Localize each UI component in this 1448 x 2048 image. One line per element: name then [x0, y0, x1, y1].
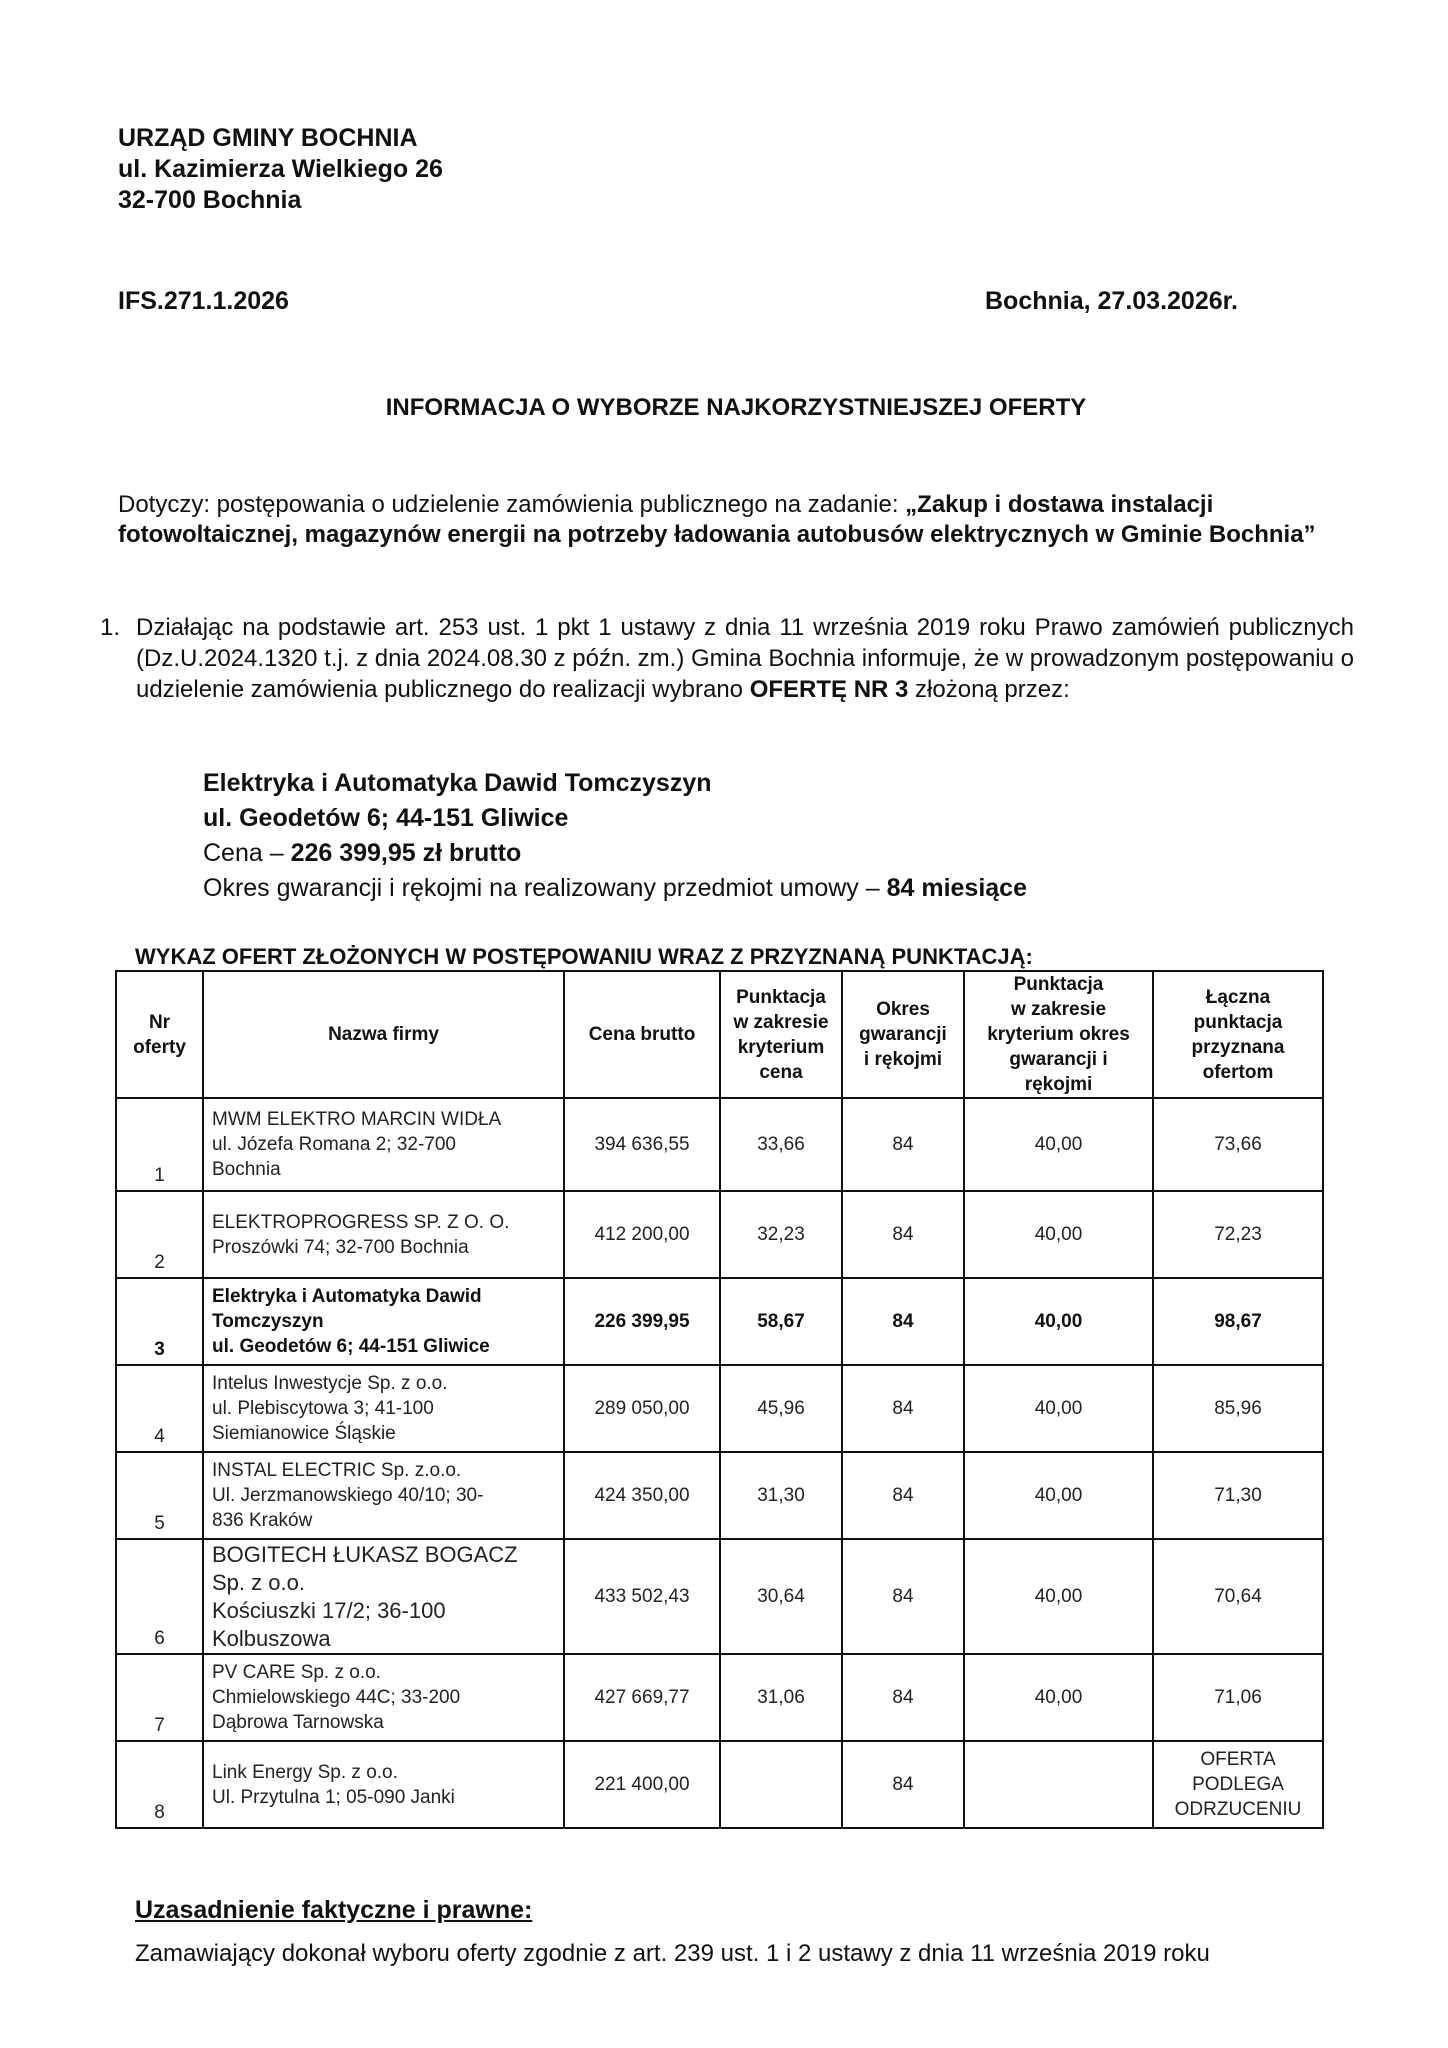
- warranty-value: 84 miesiące: [886, 874, 1027, 902]
- table-caption: WYKAZ OFERT ZŁOŻONYCH W POSTĘPOWANIU WRAZ Z PRZYZNANĄ PUNKTACJĄ:: [135, 944, 1033, 969]
- cell-price-points: 58,67: [720, 1278, 842, 1365]
- winner-warranty-line: [203, 871, 1027, 906]
- cell-price: 221 400,00: [564, 1741, 720, 1828]
- cell-nr: 3: [116, 1278, 203, 1365]
- cell-total: 98,67: [1153, 1278, 1323, 1365]
- point-offer: OFERTĘ NR 3: [749, 676, 909, 703]
- table-row: [116, 1539, 1323, 1654]
- subject-prefix: Dotyczy: postępowania o udzielenie zamówienia publicznego na zadanie:: [118, 491, 906, 518]
- cell-warranty-points: 40,00: [964, 1191, 1153, 1278]
- warranty-label: Okres gwarancji i rękojmi na realizowany przedmiot umowy –: [203, 874, 887, 902]
- subject-paragraph: [118, 490, 1353, 550]
- cell-warranty-points: 40,00: [964, 1365, 1153, 1452]
- cell-price: 427 669,77: [564, 1654, 720, 1741]
- cell-nr: 1: [116, 1098, 203, 1191]
- cell-warranty: 84: [842, 1278, 964, 1365]
- cell-total: 70,64: [1153, 1539, 1323, 1654]
- cell-price: 226 399,95: [564, 1278, 720, 1365]
- winner-address: ul. Geodetów 6; 44-151 Gliwice: [203, 804, 569, 832]
- cell-price-points: 33,66: [720, 1098, 842, 1191]
- cell-price-points: 31,30: [720, 1452, 842, 1539]
- cell-nr: 8: [116, 1741, 203, 1828]
- cell-total: 71,30: [1153, 1452, 1323, 1539]
- cell-warranty: 84: [842, 1365, 964, 1452]
- justification-heading: Uzasadnienie faktyczne i prawne:: [135, 1896, 533, 1924]
- point-text: Działając na podstawie art. 253 ust. 1 pkt 1 ustawy z dnia 11 września 2019 roku Prawo zamówień publicznych (Dz.U.2024.1320 t.j. z dnia 2024.08.30 z późn. zm.) Gmina Bochnia informuje, że w prowadzonym postępowaniu o udzielenie zamówienia publicznego do realizacji wybrano: [136, 614, 1354, 703]
- col-header-name: Nazwa firmy: [203, 971, 564, 1098]
- document-title: INFORMACJA O WYBORZE NAJKORZYSTNIEJSZEJ OFERTY: [385, 394, 1087, 421]
- cell-price: 412 200,00: [564, 1191, 720, 1278]
- cell-warranty-points: 40,00: [964, 1098, 1153, 1191]
- cell-total: 85,96: [1153, 1365, 1323, 1452]
- cell-total-rejected: [1153, 1741, 1323, 1828]
- cell-warranty: 84: [842, 1741, 964, 1828]
- cell-nr: 4: [116, 1365, 203, 1452]
- table-row: [116, 1191, 1323, 1278]
- cell-price: 433 502,43: [564, 1539, 720, 1654]
- winner-price-line: [203, 836, 1027, 871]
- cell-warranty: 84: [842, 1539, 964, 1654]
- cell-total: 73,66: [1153, 1098, 1323, 1191]
- point-number: 1.: [100, 614, 121, 641]
- col-header-total: Łączna punktacja przyznana ofertom: [1153, 971, 1323, 1098]
- cell-warranty: 84: [842, 1098, 964, 1191]
- cell-nr: 2: [116, 1191, 203, 1278]
- table-row-winner: [116, 1278, 1323, 1365]
- cell-price: 394 636,55: [564, 1098, 720, 1191]
- cell-total: 71,06: [1153, 1654, 1323, 1741]
- table-row: [116, 1098, 1323, 1191]
- table-row: [116, 1365, 1323, 1452]
- sender-street: ul. Kazimierza Wielkiego 26: [118, 155, 443, 183]
- winner-company: Elektryka i Automatyka Dawid Tomczyszyn: [203, 769, 712, 797]
- sender-city: 32-700 Bochnia: [118, 186, 302, 214]
- offers-table: [115, 970, 1324, 1829]
- winner-block: [203, 766, 1027, 906]
- cell-warranty: 84: [842, 1191, 964, 1278]
- cell-price-points: [720, 1741, 842, 1828]
- col-header-nr: Nr oferty: [116, 971, 203, 1098]
- cell-name: ELEKTROPROGRESS SP. Z O. O. Proszówki 74; 32-700 Bochnia: [203, 1191, 564, 1278]
- cell-nr: 6: [116, 1539, 203, 1654]
- cell-total: 72,23: [1153, 1191, 1323, 1278]
- cell-warranty-points: [964, 1741, 1153, 1828]
- reference-number: IFS.271.1.2026: [118, 287, 289, 315]
- cell-price-points: 30,64: [720, 1539, 842, 1654]
- justification-text: Zamawiający dokonał wyboru oferty zgodnie z art. 239 ust. 1 i 2 ustawy z dnia 11 września 2019 roku: [135, 1940, 1210, 1967]
- sender-block: [118, 123, 443, 216]
- cell-warranty-points: 40,00: [964, 1278, 1153, 1365]
- col-header-warranty: Okres gwarancji i rękojmi: [842, 971, 964, 1098]
- table-header-row: [116, 971, 1323, 1098]
- cell-price-points: 32,23: [720, 1191, 842, 1278]
- point-suffix: złożoną przez:: [908, 676, 1070, 703]
- place-date: Bochnia, 27.03.2026r.: [985, 287, 1238, 315]
- cell-price-points: 31,06: [720, 1654, 842, 1741]
- cell-warranty: 84: [842, 1452, 964, 1539]
- table-row-rejected: [116, 1741, 1323, 1828]
- point-1: [100, 612, 1354, 705]
- cell-price: 289 050,00: [564, 1365, 720, 1452]
- cell-nr: 5: [116, 1452, 203, 1539]
- cell-price: 424 350,00: [564, 1452, 720, 1539]
- sender-name: URZĄD GMINY BOCHNIA: [118, 124, 418, 152]
- cell-name: MWM ELEKTRO MARCIN WIDŁA ul. Józefa Romana 2; 32-700 Bochnia: [203, 1098, 564, 1191]
- cell-name: Link Energy Sp. z o.o. Ul. Przytulna 1; 05-090 Janki: [203, 1741, 564, 1828]
- table-row: [116, 1654, 1323, 1741]
- subject-task: „Zakup i dostawa instalacji fotowoltaicznej, magazynów energii na potrzeby ładowania autobusów elektrycznych w Gminie Bochnia”: [118, 491, 1316, 548]
- cell-warranty-points: 40,00: [964, 1539, 1153, 1654]
- cell-name: PV CARE Sp. z o.o. Chmielowskiego 44C; 33-200 Dąbrowa Tarnowska: [203, 1654, 564, 1741]
- cell-warranty-points: 40,00: [964, 1654, 1153, 1741]
- cell-name: INSTAL ELECTRIC Sp. z.o.o. Ul. Jerzmanowskiego 40/10; 30- 836 Kraków: [203, 1452, 564, 1539]
- rejected-badge: OFERTA PODLEGA ODRZUCENIU: [1174, 1749, 1302, 1820]
- cell-price-points: 45,96: [720, 1365, 842, 1452]
- cell-warranty-points: 40,00: [964, 1452, 1153, 1539]
- cell-nr: 7: [116, 1654, 203, 1741]
- cell-name: BOGITECH ŁUKASZ BOGACZ Sp. z o.o. Kościuszki 17/2; 36-100 Kolbuszowa: [203, 1539, 564, 1654]
- col-header-warranty-points: Punktacja w zakresie kryterium okres gwarancji i rękojmi: [964, 971, 1153, 1098]
- col-header-price-points: Punktacja w zakresie kryterium cena: [720, 971, 842, 1098]
- cell-name: Intelus Inwestycje Sp. z o.o. ul. Plebiscytowa 3; 41-100 Siemianowice Śląskie: [203, 1365, 564, 1452]
- cell-warranty: 84: [842, 1654, 964, 1741]
- price-label: Cena –: [203, 839, 291, 867]
- cell-name: Elektryka i Automatyka Dawid Tomczyszyn ul. Geodetów 6; 44-151 Gliwice: [203, 1278, 564, 1365]
- col-header-price: Cena brutto: [564, 971, 720, 1098]
- table-row: [116, 1452, 1323, 1539]
- price-value: 226 399,95 zł brutto: [290, 839, 522, 867]
